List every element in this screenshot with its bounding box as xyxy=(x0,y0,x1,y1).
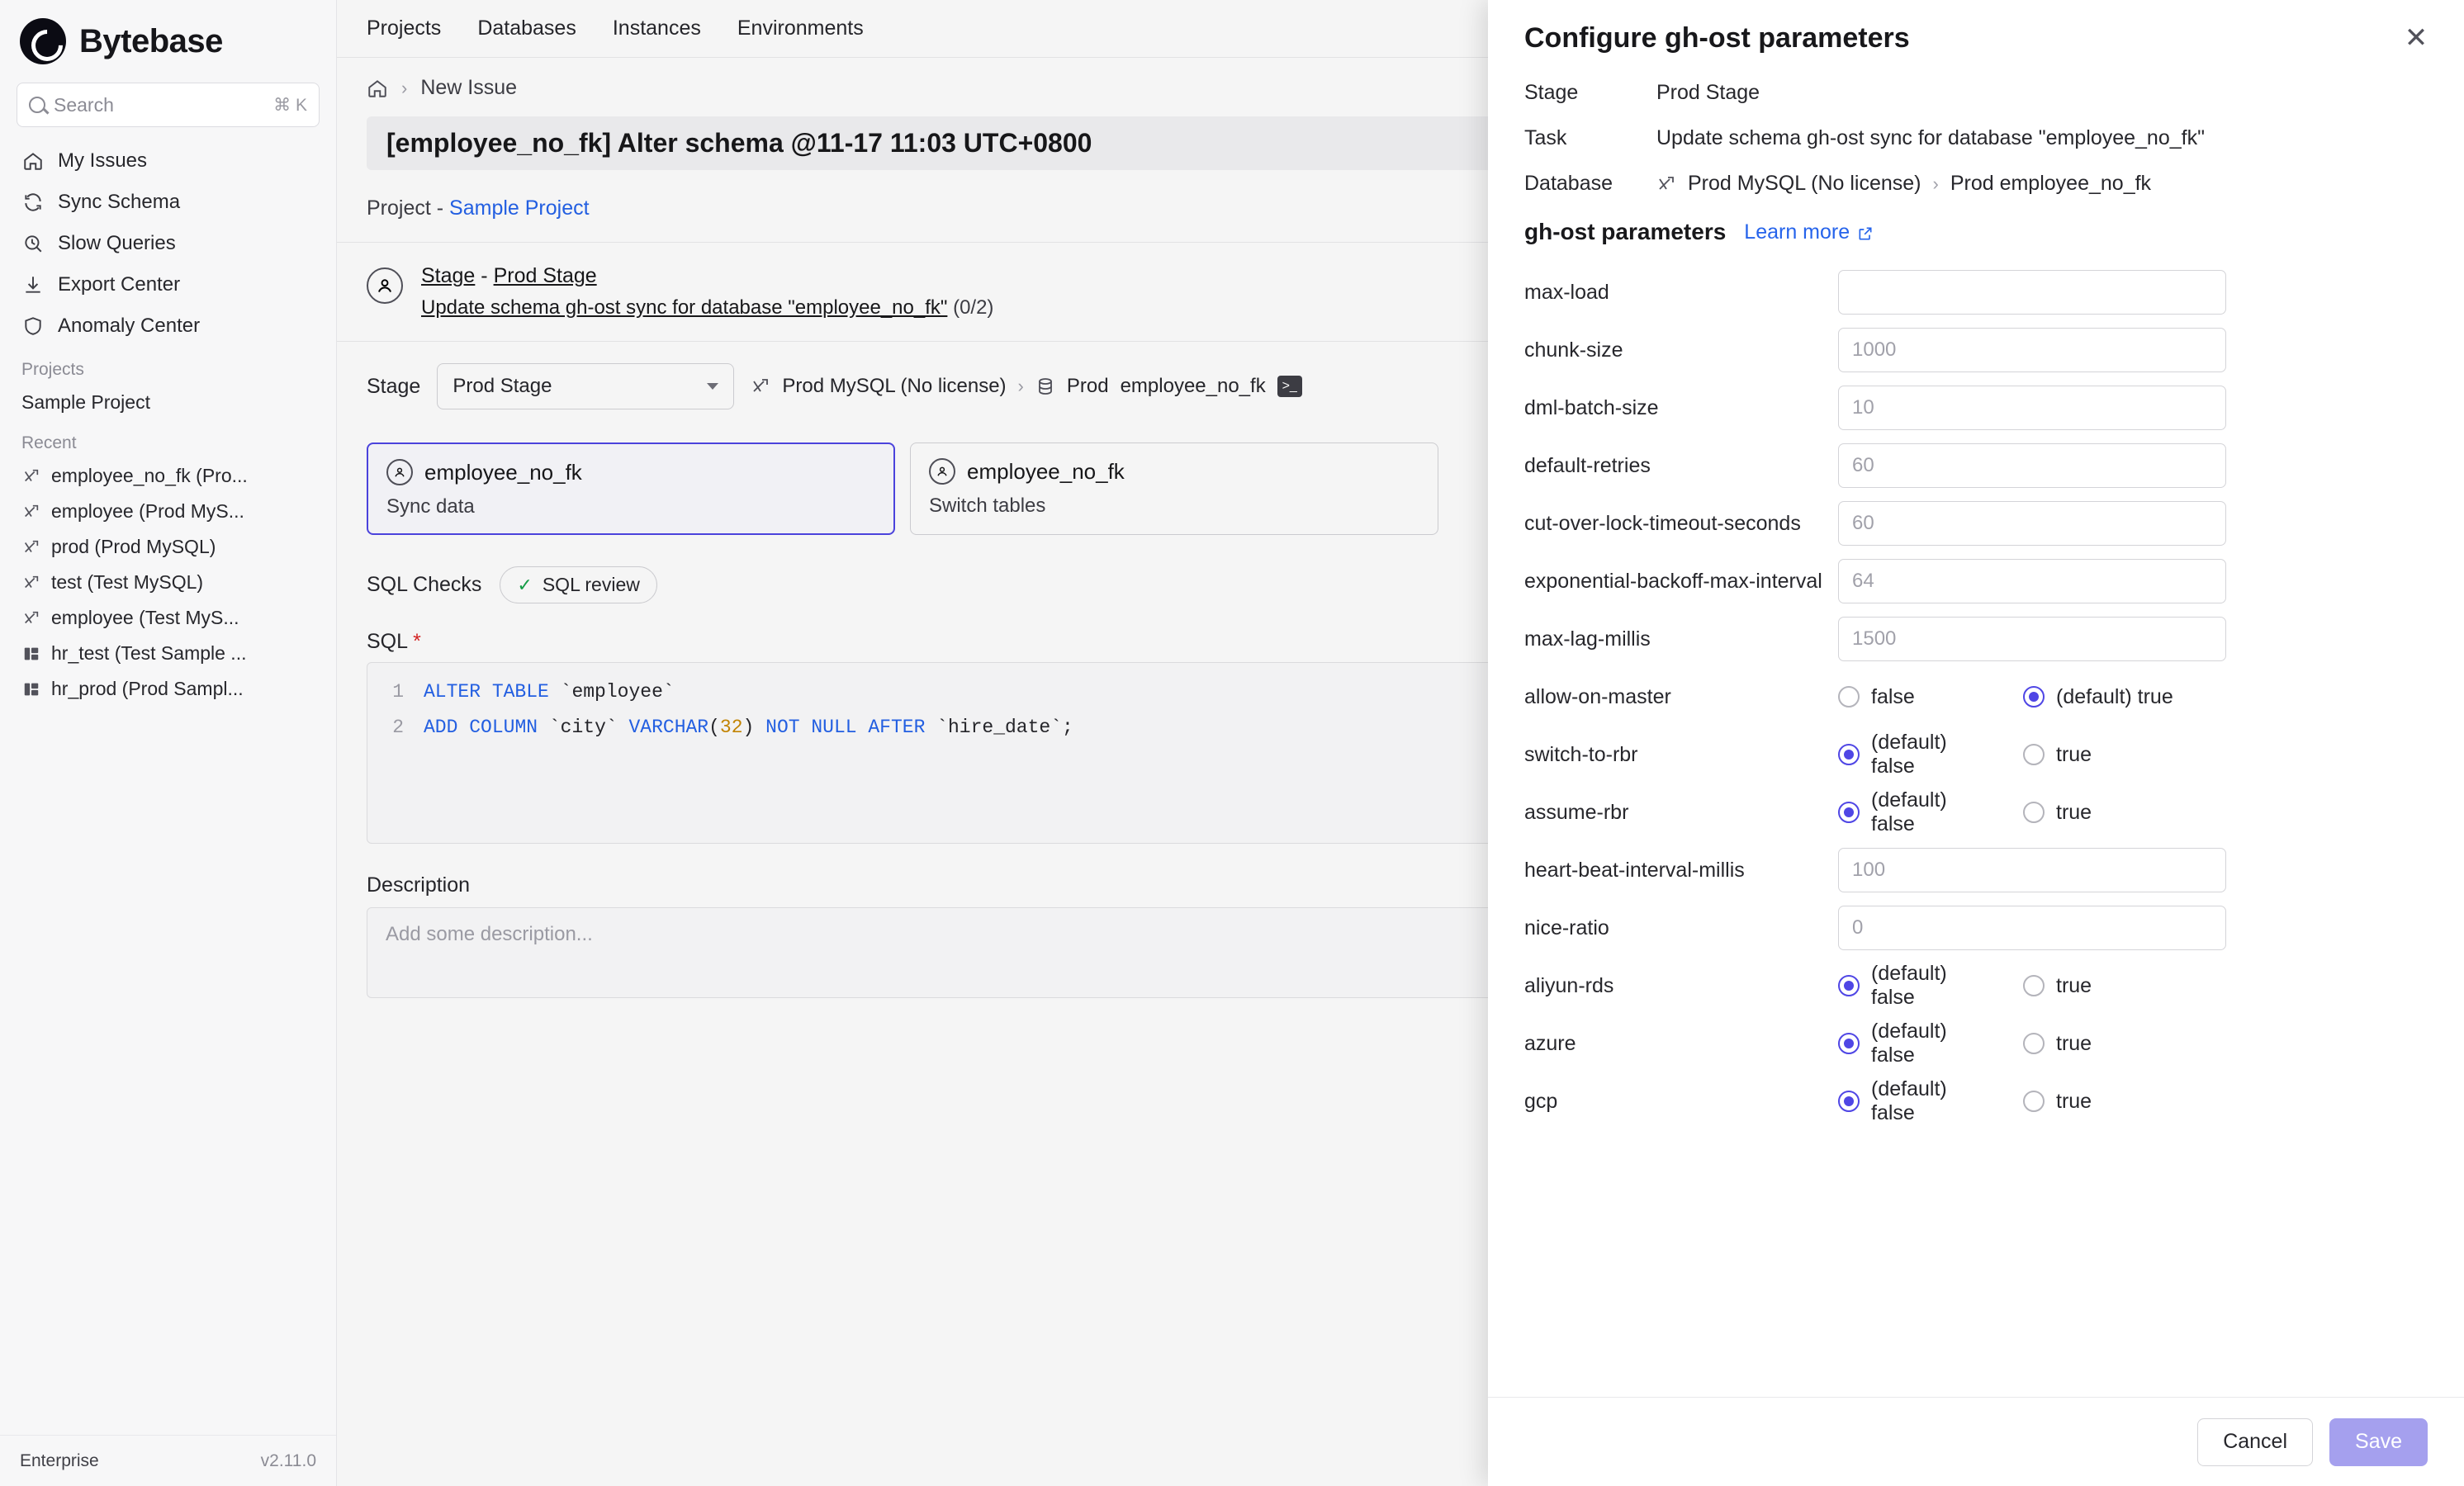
task-card-title: employee_no_fk xyxy=(967,458,1125,484)
radio-option-true[interactable] xyxy=(2023,801,2092,825)
tab-instances[interactable]: Instances xyxy=(612,17,701,40)
param-label: dml-batch-size xyxy=(1524,395,1659,419)
param-row-dml-batch-size xyxy=(1524,379,2428,437)
line-number: 1 xyxy=(392,681,404,703)
radio-label: false xyxy=(1871,684,1915,708)
primary-nav xyxy=(0,140,336,347)
radio-option-true[interactable] xyxy=(2023,743,2092,767)
search-placeholder: Search xyxy=(54,93,114,116)
radio-label: (default) false xyxy=(1871,1077,1947,1124)
param-placeholder: 10 xyxy=(1852,396,1874,419)
project-prefix: Project - xyxy=(367,196,444,220)
sidebar-item-label: Export Center xyxy=(58,273,181,296)
drawer-body xyxy=(1488,71,2464,1397)
param-placeholder: 60 xyxy=(1852,512,1874,534)
sidebar-project-sample-project[interactable] xyxy=(0,385,336,420)
database-name[interactable]: employee_no_fk xyxy=(1120,375,1266,397)
slow-query-icon xyxy=(21,232,45,255)
meta-key: Database xyxy=(1524,172,1613,195)
param-row-azure xyxy=(1524,1015,2428,1072)
param-row-allow-on-master xyxy=(1524,668,2428,726)
download-icon xyxy=(21,273,45,296)
database-icon xyxy=(21,608,41,628)
sidebar-recent-item[interactable] xyxy=(0,600,336,636)
sidebar-recent-item[interactable] xyxy=(0,494,336,529)
sidebar-recent-item[interactable] xyxy=(0,565,336,600)
parameters-section-header xyxy=(1524,219,2428,245)
meta-value: Prod Stage xyxy=(1656,81,1760,104)
home-icon[interactable] xyxy=(367,78,388,99)
task-card-sync-data[interactable] xyxy=(367,442,895,535)
project-icon xyxy=(21,679,41,699)
radio-indicator xyxy=(1838,1091,1860,1112)
chevron-right-icon: › xyxy=(1017,376,1024,396)
param-row-aliyun-rds xyxy=(1524,957,2428,1015)
meta-value xyxy=(1656,172,2151,196)
sql-checks-label: SQL Checks xyxy=(367,573,482,596)
database-icon xyxy=(21,537,41,557)
radio-option-false[interactable] xyxy=(1838,1020,1987,1067)
param-label: max-lag-millis xyxy=(1524,627,1651,651)
param-input-default-retries[interactable] xyxy=(1838,443,2226,488)
external-link-icon xyxy=(1857,224,1874,240)
line-number: 2 xyxy=(392,716,404,738)
sidebar-item-label: My Issues xyxy=(58,149,148,172)
required-marker: * xyxy=(413,630,421,653)
param-row-chunk-size xyxy=(1524,321,2428,379)
learn-more-link[interactable] xyxy=(1744,220,1874,244)
param-label: cut-over-lock-timeout-seconds xyxy=(1524,511,1801,535)
radio-option-true[interactable] xyxy=(2023,1090,2092,1114)
task-card-subtitle: Switch tables xyxy=(929,495,1046,517)
sidebar-item-label: Slow Queries xyxy=(58,232,176,254)
cancel-button[interactable]: Cancel xyxy=(2197,1418,2313,1466)
meta-key: Stage xyxy=(1524,81,1579,104)
drawer-database-name[interactable]: Prod employee_no_fk xyxy=(1950,172,2152,195)
param-label: switch-to-rbr xyxy=(1524,742,1638,766)
sidebar-recent-label: hr_prod (Prod Sampl... xyxy=(51,678,244,699)
radio-option-true[interactable] xyxy=(2023,974,2092,998)
param-placeholder: 100 xyxy=(1852,859,1886,881)
task-status-icon xyxy=(386,459,413,485)
radio-indicator xyxy=(2023,802,2045,823)
task-card-subtitle: Sync data xyxy=(386,495,475,518)
radio-option-true[interactable] xyxy=(2023,1032,2092,1056)
param-row-assume-rbr xyxy=(1524,783,2428,841)
param-row-nice-ratio xyxy=(1524,899,2428,957)
param-label: max-load xyxy=(1524,280,1609,304)
task-count: (0/2) xyxy=(953,296,994,319)
radio-option-false[interactable] xyxy=(1838,731,1987,778)
param-row-max-lag-millis xyxy=(1524,610,2428,668)
close-icon[interactable]: ✕ xyxy=(2404,22,2428,54)
radio-option-false[interactable] xyxy=(1838,1077,1987,1125)
instance-icon xyxy=(751,376,770,396)
tab-databases[interactable]: Databases xyxy=(477,17,576,40)
radio-label: true xyxy=(2056,1031,2092,1055)
stage-select[interactable] xyxy=(437,363,734,409)
recent-section-title: Recent xyxy=(21,433,77,452)
radio-label: (default) false xyxy=(1871,731,1947,778)
projects-section-title: Projects xyxy=(21,360,84,379)
param-label: exponential-backoff-max-interval xyxy=(1524,569,1822,593)
sidebar-recent-label: employee (Test MyS... xyxy=(51,607,239,628)
meta-row-stage xyxy=(1524,81,2428,105)
breadcrumb-current: New Issue xyxy=(420,76,518,99)
param-row-switch-to-rbr xyxy=(1524,726,2428,783)
task-status-icon xyxy=(929,458,955,485)
page-title: [employee_no_fk] Alter schema @11-17 11:03 UTC+0800 xyxy=(386,128,1092,158)
param-row-heart-beat-interval-millis xyxy=(1524,841,2428,899)
meta-row-task xyxy=(1524,126,2428,150)
database-icon xyxy=(21,466,41,486)
radio-indicator xyxy=(2023,975,2045,996)
drawer-instance-name[interactable]: Prod MySQL (No license) xyxy=(1688,172,1921,195)
param-input-max-load[interactable] xyxy=(1838,270,2226,315)
radio-group-allow-on-master xyxy=(1838,685,2173,709)
check-icon: ✓ xyxy=(517,574,533,595)
radio-group-aliyun-rds xyxy=(1838,962,2092,1010)
stage-sep: - xyxy=(481,264,488,287)
stage-word: Stage xyxy=(421,264,476,287)
stage-summary-line-1 xyxy=(421,264,993,288)
sidebar-recent-item[interactable] xyxy=(0,671,336,707)
meta-value: Update schema gh-ost sync for database "employee_no_fk" xyxy=(1656,126,2205,149)
param-label: default-retries xyxy=(1524,453,1651,477)
param-row-max-load xyxy=(1524,263,2428,321)
gh-ost-parameters-drawer xyxy=(1488,0,2464,1486)
param-input-heart-beat-interval-millis[interactable] xyxy=(1838,848,2226,892)
task-status-icon xyxy=(367,267,403,304)
instance-name[interactable]: Prod MySQL (No license) xyxy=(782,375,1007,397)
chevron-down-icon xyxy=(707,383,718,390)
param-label: gcp xyxy=(1524,1089,1558,1113)
meta-row-database xyxy=(1524,172,2428,196)
sidebar-recent-item[interactable] xyxy=(0,529,336,565)
sidebar-recent-label: prod (Prod MySQL) xyxy=(51,536,216,557)
search-icon xyxy=(29,97,45,113)
sidebar-item-anomaly-center[interactable] xyxy=(10,305,326,347)
radio-indicator xyxy=(1838,1033,1860,1054)
radio-option-false[interactable] xyxy=(1838,685,1987,709)
sidebar-project-label: Sample Project xyxy=(21,391,150,413)
radio-option-true[interactable] xyxy=(2023,685,2173,709)
sidebar-recent-item[interactable] xyxy=(0,458,336,494)
sql-review-label: SQL review xyxy=(542,574,640,595)
database-icon xyxy=(21,502,41,522)
param-row-gcp xyxy=(1524,1072,2428,1130)
radio-label: true xyxy=(2056,800,2092,824)
description-placeholder: Add some description... xyxy=(386,923,593,945)
code-content: ADD COLUMN `city` VARCHAR(32) NOT NULL AFTER `hire_date`; xyxy=(424,716,1073,738)
stage-label: Stage xyxy=(367,374,421,398)
param-input-nice-ratio[interactable] xyxy=(1838,906,2226,950)
stage-value[interactable]: Prod Stage xyxy=(493,264,597,287)
radio-indicator xyxy=(1838,975,1860,996)
radio-option-false[interactable] xyxy=(1838,962,1987,1010)
radio-label: (default) false xyxy=(1871,1020,1947,1067)
task-card-switch-tables[interactable] xyxy=(910,442,1438,535)
sidebar-item-sync-schema[interactable] xyxy=(10,182,326,223)
param-label: assume-rbr xyxy=(1524,800,1629,824)
save-button[interactable]: Save xyxy=(2329,1418,2428,1466)
drawer-footer xyxy=(1488,1397,2464,1486)
version-label: v2.11.0 xyxy=(260,1451,316,1470)
radio-group-gcp xyxy=(1838,1077,2092,1125)
param-placeholder: 60 xyxy=(1852,454,1874,476)
sidebar-item-slow-queries[interactable] xyxy=(10,223,326,264)
param-label: nice-ratio xyxy=(1524,916,1609,939)
param-row-exponential-backoff-max-interval xyxy=(1524,552,2428,610)
radio-indicator xyxy=(2023,744,2045,765)
home-icon xyxy=(21,149,45,173)
param-input-cut-over-lock-timeout-seconds[interactable] xyxy=(1838,501,2226,546)
drawer-title: Configure gh-ost parameters xyxy=(1524,21,1910,54)
project-link[interactable]: Sample Project xyxy=(449,196,590,220)
learn-more-label: Learn more xyxy=(1744,220,1850,244)
description-label: Description xyxy=(367,873,471,897)
param-input-dml-batch-size[interactable] xyxy=(1838,386,2226,430)
tab-projects[interactable]: Projects xyxy=(367,17,442,40)
radio-group-switch-to-rbr xyxy=(1838,731,2092,778)
param-placeholder: 1000 xyxy=(1852,338,1897,361)
meta-key: Task xyxy=(1524,126,1567,149)
main-content xyxy=(337,0,2464,1486)
sql-review-badge[interactable] xyxy=(500,566,656,603)
param-label: heart-beat-interval-millis xyxy=(1524,858,1745,882)
sidebar-recent-label: employee (Prod MyS... xyxy=(51,500,244,522)
stage-summary-line-2 xyxy=(421,296,993,319)
stage-select-value: Prod Stage xyxy=(453,375,552,397)
sql-label-text: SQL xyxy=(367,630,408,653)
search-input[interactable] xyxy=(17,83,320,127)
sidebar-recent-label: employee_no_fk (Pro... xyxy=(51,465,248,486)
radio-label: true xyxy=(2056,742,2092,766)
sidebar-recent-item[interactable] xyxy=(0,636,336,671)
shield-icon xyxy=(21,315,45,338)
sidebar-item-label: Anomaly Center xyxy=(58,315,201,337)
radio-indicator xyxy=(2023,1091,2045,1112)
bytebase-logo-icon xyxy=(20,18,66,64)
param-placeholder: 0 xyxy=(1852,916,1864,939)
radio-label: (default) true xyxy=(2056,684,2173,708)
radio-option-false[interactable] xyxy=(1838,788,1987,836)
param-label: aliyun-rds xyxy=(1524,973,1614,997)
radio-label: (default) false xyxy=(1871,788,1947,835)
sidebar-item-label: Sync Schema xyxy=(58,191,181,213)
chevron-right-icon: › xyxy=(1932,173,1939,194)
radio-group-assume-rbr xyxy=(1838,788,2092,836)
radio-indicator xyxy=(1838,686,1860,708)
param-label: chunk-size xyxy=(1524,338,1623,362)
radio-indicator xyxy=(2023,686,2045,708)
radio-indicator xyxy=(2023,1033,2045,1054)
sidebar-recent-label: hr_test (Test Sample ... xyxy=(51,642,247,664)
chevron-right-icon: › xyxy=(401,77,408,98)
param-row-cut-over-lock-timeout-seconds xyxy=(1524,495,2428,552)
param-input-exponential-backoff-max-interval[interactable] xyxy=(1838,559,2226,603)
terminal-icon[interactable]: >_ xyxy=(1277,376,1302,397)
param-placeholder: 64 xyxy=(1852,570,1874,592)
radio-label: true xyxy=(2056,973,2092,997)
param-placeholder: 1500 xyxy=(1852,627,1897,650)
sidebar-recent-label: test (Test MySQL) xyxy=(51,571,204,593)
database-path xyxy=(751,375,1301,398)
environment-name: Prod xyxy=(1066,375,1109,397)
param-row-default-retries xyxy=(1524,437,2428,495)
radio-indicator xyxy=(1838,802,1860,823)
search-shortcut-hint: ⌘ K xyxy=(273,95,307,115)
param-label: allow-on-master xyxy=(1524,684,1671,708)
sync-icon xyxy=(21,191,45,214)
parameters-section-title: gh-ost parameters xyxy=(1524,219,1727,244)
radio-label: true xyxy=(2056,1089,2092,1113)
sidebar-item-my-issues[interactable] xyxy=(10,140,326,182)
plan-label: Enterprise xyxy=(20,1451,99,1470)
radio-label: (default) false xyxy=(1871,962,1947,1009)
sidebar-footer xyxy=(0,1435,336,1486)
tab-environments[interactable]: Environments xyxy=(737,17,864,40)
project-icon xyxy=(21,644,41,664)
param-input-chunk-size[interactable] xyxy=(1838,328,2226,372)
sidebar-item-export-center[interactable] xyxy=(10,264,326,305)
task-card-title: employee_no_fk xyxy=(424,459,582,485)
param-input-max-lag-millis[interactable] xyxy=(1838,617,2226,661)
brand[interactable] xyxy=(0,0,336,79)
code-content: ALTER TABLE `employee` xyxy=(424,681,675,703)
radio-group-azure xyxy=(1838,1020,2092,1067)
task-name[interactable]: Update schema gh-ost sync for database "employee_no_fk" xyxy=(421,296,948,319)
param-label: azure xyxy=(1524,1031,1576,1055)
drawer-header xyxy=(1488,0,2464,71)
database-icon xyxy=(1035,376,1055,396)
radio-indicator xyxy=(1838,744,1860,765)
brand-name: Bytebase xyxy=(79,22,223,59)
database-icon xyxy=(21,573,41,593)
instance-icon xyxy=(1656,174,1676,194)
sidebar xyxy=(0,0,337,1486)
